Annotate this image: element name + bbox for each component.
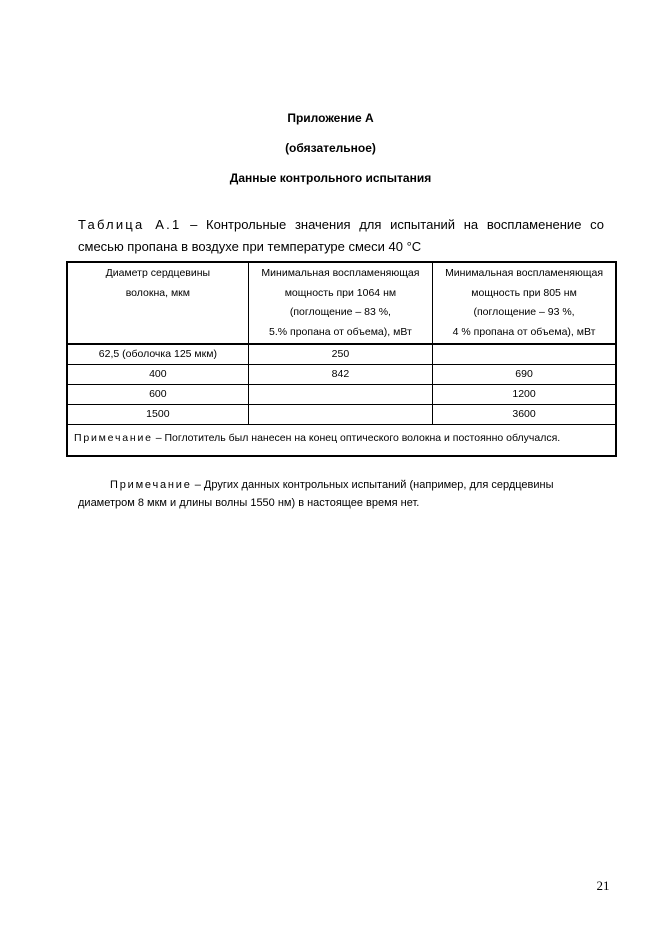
table-row: [67, 365, 616, 385]
header-line: 5.% пропана от объема), мВт: [269, 325, 412, 338]
table-cell: 690: [433, 365, 616, 385]
table-row: [67, 344, 616, 365]
bottom-note-line2: диаметром 8 мкм и длины волны 1550 нм) в настоящее время нет.: [78, 497, 420, 509]
table-cell: 62,5 (оболочка 125 мкм): [67, 344, 248, 365]
table-caption-label: Таблица А.1: [78, 217, 182, 232]
table-note-label: Примечание: [74, 432, 153, 444]
table-cell: 1200: [433, 385, 616, 405]
header-line: мощность при 805 нм: [471, 286, 577, 299]
bottom-note-label: Примечание: [110, 479, 192, 491]
table-cell: [248, 385, 432, 405]
table-row: [67, 405, 616, 425]
header-line: Минимальная воспламеняющая: [261, 267, 420, 279]
table-cell: [248, 405, 432, 425]
header-power-805: [433, 262, 616, 344]
table-note-text: – Поглотитель был нанесен на конец оптического волокна и постоянно облучался.: [152, 432, 561, 444]
bottom-note-text: – Других данных контрольных испытаний (например, для сердцевины: [191, 479, 554, 491]
header-line: Минимальная воспламеняющая: [445, 267, 604, 279]
table-row: [67, 385, 616, 405]
header-core-diameter: [67, 262, 248, 344]
table-cell: 1500: [67, 405, 248, 425]
appendix-subtitle: Данные контрольного испытания: [229, 171, 432, 185]
table-cell: [433, 344, 616, 365]
table-header-row: [67, 262, 616, 344]
header-line: волокна, мкм: [125, 286, 190, 299]
header-line: 4 % пропана от объема), мВт: [452, 325, 596, 338]
table-note: [67, 425, 616, 457]
appendix-title: Приложение А: [287, 111, 374, 125]
table-cell: 250: [248, 344, 432, 365]
table-caption-line1: [78, 214, 604, 236]
data-table: [66, 261, 617, 457]
table-note-row: [67, 425, 616, 457]
page-number: 21: [596, 878, 610, 893]
table-cell: 400: [67, 365, 248, 385]
table-cell: 3600: [433, 405, 616, 425]
header-line: (поглощение – 93 %,: [473, 306, 575, 318]
appendix-status: (обязательное): [285, 141, 376, 155]
header-line: (поглощение – 83 %,: [289, 306, 391, 318]
table-cell: 842: [248, 365, 432, 385]
table-caption-line2: смесью пропана в воздухе при температуре смеси 40 °С: [78, 239, 422, 254]
table-cell: 600: [67, 385, 248, 405]
header-line: мощность при 1064 нм: [284, 286, 397, 299]
table-caption-text: – Контрольные значения для испытаний на воспламенение со: [181, 217, 605, 232]
header-line: Диаметр сердцевины: [105, 267, 211, 279]
header-power-1064: [248, 262, 432, 344]
